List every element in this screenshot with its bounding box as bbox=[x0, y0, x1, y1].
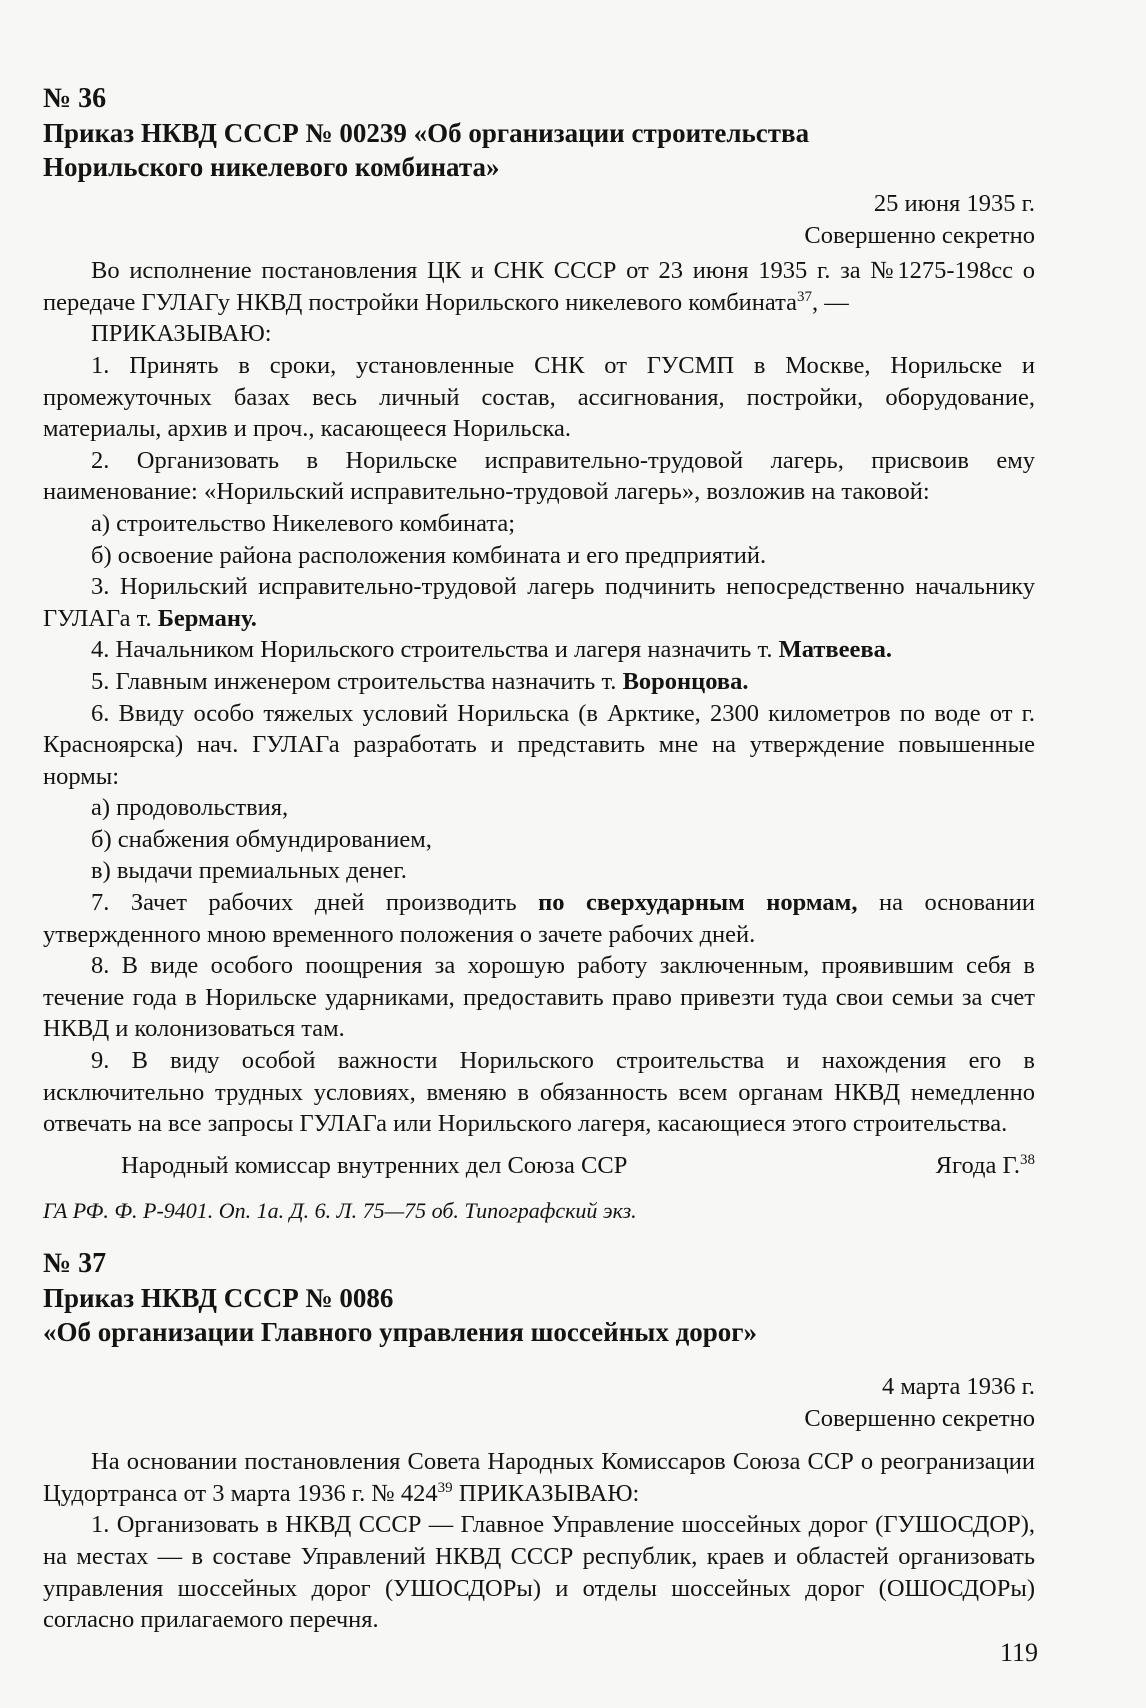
paragraph: На основании постановления Совета Народных Комиссаров Союза ССР о реогранизации Цудортранса от 3 марта 1936 г. № $424^{39}$ ПРИКАЗЫВАЮ: bbox=[43, 1448, 1035, 1507]
paragraph: 8. В виде особого поощрения за хорошую работу заключенным, проявившим себя в течение года в Норильске ударниками, предоставить право привезти туда свои семьи за счет НКВД и колонизоваться там. bbox=[43, 952, 1035, 1043]
list bbox=[43, 792, 1035, 887]
footnote-ref: 37 bbox=[797, 288, 813, 305]
doc-date: 4 марта 1936 г. bbox=[881, 1373, 1035, 1400]
paragraph: 1. Принять в сроки, установленные СНК от ГУСМП в Москве, Норильске и промежуточных базах весь личный состав, ассигнования, постройки, оборудование, материалы, архив и проч., касающееся Норильска. bbox=[43, 351, 1035, 443]
footnote-ref: 38 bbox=[1020, 1151, 1035, 1168]
order-word: ПРИКАЗЫВАЮ: bbox=[91, 320, 272, 348]
signature-line: Народный комиссар внутренних дел Союза ССР Ягода Г.$^{38}$ bbox=[121, 1151, 1035, 1179]
doc-classification: Совершенно секретно bbox=[804, 1404, 1035, 1432]
paragraph: 1. Организовать в НКВД СССР — Главное Управление шоссейных дорог (ГУШОСДОР), на местах — в составе Управлений НКВД СССР республик, краев и областей организовать управления шоссейных дорог (УШОСДОРы) и отделы шоссейных дорог (ОШОСДОРы) согласно прилагаемого перечня. bbox=[43, 1511, 1035, 1634]
paragraph: 3. Норильский исправительно-трудовой лагерь подчинить непосредственно начальнику ГУЛАГа т. Берману. bbox=[43, 573, 1035, 632]
list-item: б) снабжения обмундированием, bbox=[91, 825, 432, 853]
signatory-name: Ягода Г. bbox=[935, 1151, 1020, 1179]
paragraph: Во исполнение постановления ЦК и СНК СССР от 23 июня 1935 г. за №1275-198сс о передаче ГУЛАГу НКВД постройки Норильского никелевого комбината$^{37}$, — bbox=[43, 257, 1035, 316]
paragraph: 7. Зачет рабочих дней производить по сверхударным нормам, на основании утвержденного мною временного положения о зачете рабочих дней. bbox=[43, 889, 1035, 948]
doc-date: 25 июня 1935 г. bbox=[873, 190, 1035, 217]
paragraph: 9. В виду особой важности Норильского строительства и нахождения его в исключительно трудных условиях, вменяю в обязанность всем органам НКВД немедленно отвечать на все запросы ГУЛАГа или Норильского лагеря, касающиеся этого строительства. bbox=[43, 1047, 1035, 1138]
doc-classification: Совершенно секретно bbox=[804, 221, 1035, 249]
list-item: а) продовольствия, bbox=[91, 794, 289, 822]
paragraph: 5. Главным инженером строительства назначить т. Воронцова. bbox=[91, 667, 749, 695]
list-item: а) строительство Никелевого комбината; bbox=[91, 509, 516, 537]
paragraph: 2. Организовать в Норильске исправительно-трудовой лагерь, присвоив ему наименование: «Норильский исправительно-трудовой лагерь», возложив на таковой: bbox=[43, 446, 1035, 506]
doc-title: Приказ НКВД СССР № 00239 «Об организации строительства Норильского никелевого комбината» bbox=[43, 118, 810, 182]
list bbox=[43, 508, 1035, 571]
footnote-ref: 39 bbox=[437, 1479, 453, 1496]
doc-number: № 36 bbox=[43, 83, 107, 114]
document-page bbox=[43, 82, 1035, 1636]
archive-source: ГА РФ. Ф. Р-9401. Оп. 1а. Д. 6. Л. 75—75 об. Типографский экз. bbox=[43, 1198, 637, 1224]
page-number: 119 bbox=[999, 1638, 1038, 1667]
list-item: б) освоение района расположения комбината и его предприятий. bbox=[91, 541, 767, 569]
paragraph: 6. Ввиду особо тяжелых условий Норильска (в Арктике, 2300 километров по воде от г. Красноярска) нач. ГУЛАГа разработать и представить мне на утверждение повышенные нормы: bbox=[43, 699, 1035, 790]
doc-title: Приказ НКВД СССР № 0086 «Об организации Главного управления шоссейных дорог» bbox=[43, 1283, 758, 1347]
doc-number: № 37 bbox=[43, 1248, 107, 1279]
paragraph: 4. Начальником Норильского строительства и лагеря назначить т. Матвеева. bbox=[91, 636, 892, 664]
list-item: в) выдачи премиальных денег. bbox=[91, 857, 407, 885]
